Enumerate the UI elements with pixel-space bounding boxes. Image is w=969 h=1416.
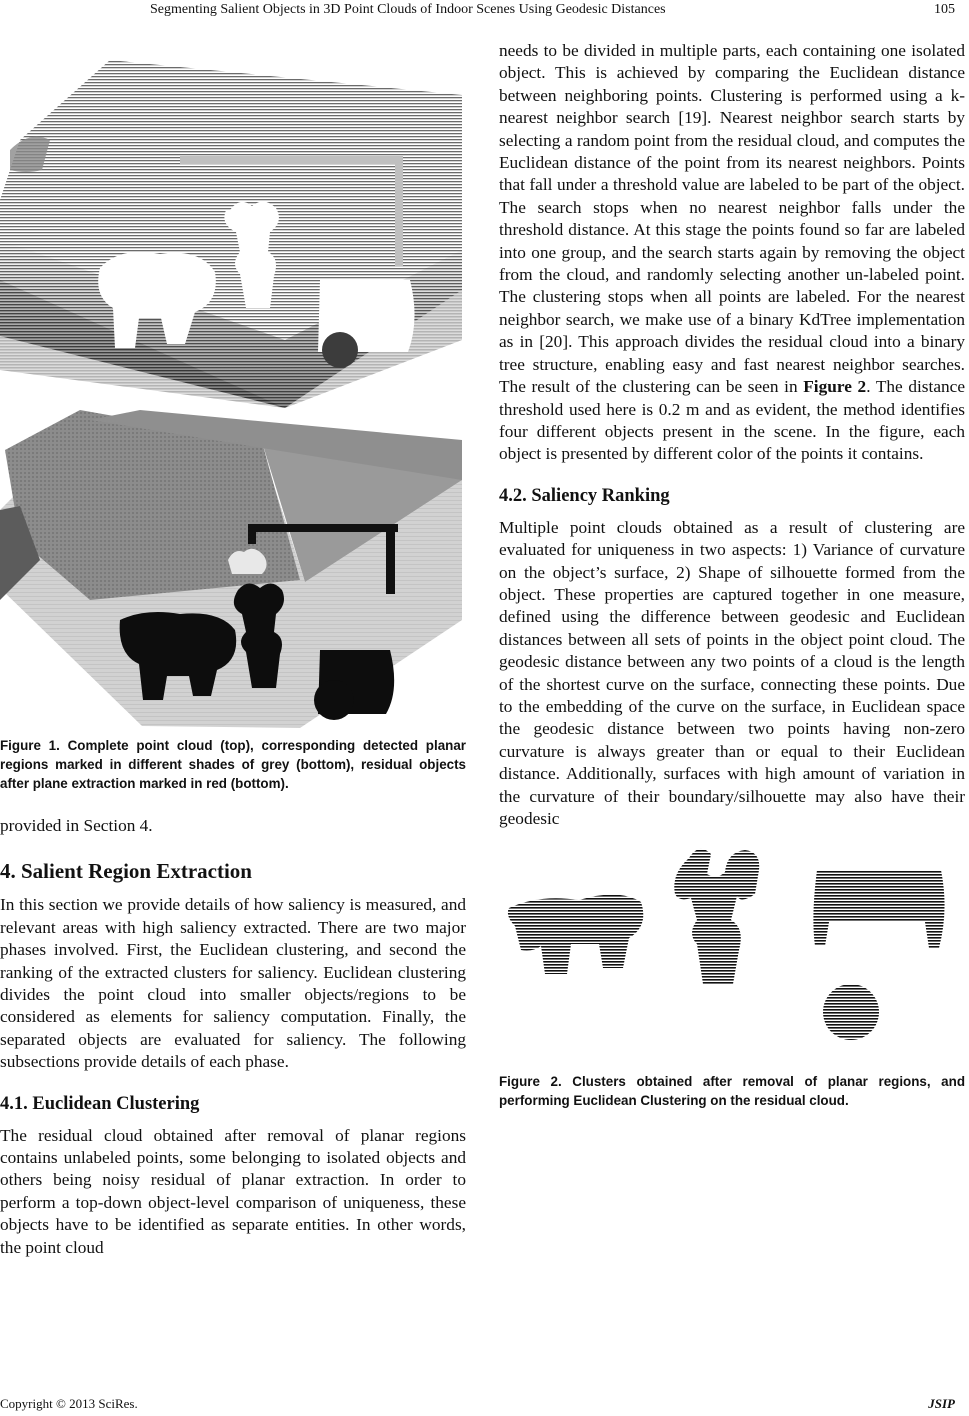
cluster-figure xyxy=(674,849,759,984)
figure1-bottom-planar-regions xyxy=(0,410,462,728)
figure-2-reference: Figure 2 xyxy=(803,377,867,397)
journal-name: JSIP xyxy=(928,1396,955,1411)
right-continued-paragraph xyxy=(499,40,965,466)
figure2-image xyxy=(499,838,965,1068)
page-number: 105 xyxy=(934,2,955,17)
figure1-caption: Figure 1. Complete point cloud (top), corresponding detected planar regions marked in different shades of grey (bottom), residual objects after plane extraction marked in red (bottom). xyxy=(0,738,466,791)
right-continued-text-b: . The distance threshold used here is 0.2 m and as evident, the method identifies four different objects present in the scene. In the figure, each object is presented by different color of the points it contains. xyxy=(499,377,965,464)
subsection-4-2-heading: 4.2. Saliency Ranking xyxy=(499,485,670,506)
figure2-caption: Figure 2. Clusters obtained after removal of planar regions, and performing Euclidean Clustering on the residual cloud. xyxy=(499,1074,965,1109)
cluster-box xyxy=(813,870,944,948)
left-column xyxy=(0,40,466,1259)
page-footer xyxy=(0,1396,969,1416)
subsection-4-1-heading: 4.1. Euclidean Clustering xyxy=(0,1093,200,1114)
cluster-ball xyxy=(823,984,879,1040)
left-continued-paragraph: provided in Section 4. xyxy=(0,816,153,835)
section-4-paragraph: In this section we provide details of how saliency is measured, and relevant areas with high saliency extracted. There are two major phases involved. First, the Euclidean clustering, and second the ranking of the extracted clusters for saliency. Euclidean clustering divides the point cloud into smaller objects/regions to be considered as elements for saliency computation. Finally, the separated objects are evaluated for saliency. The following subsections provide details of each phase. xyxy=(0,895,466,1072)
running-header xyxy=(0,0,969,30)
right-continued-text-a: needs to be divided in multiple parts, each containing one isolated object. This is achieved by comparing the Euclidean distance between neighboring points. Clustering is performed using a k-nearest neighbor search [19]. Nearest neighbor search starts by selecting a random point from the residual cloud, and computes the Euclidean distance of the point from its nearest neighbors. Points that fall under a threshold value are labeled to be part of the object. The search stops when no nearest neighbor falls under the threshold distance. At this stage the points found so far are labeled into one group, and the search starts again by removing the object from the cloud, and randomly selecting another un-labeled point. The clustering stops when all points are labeled. For the nearest neighbor search, we make use of a binary KdTree implementation as in [20]. This approach divides the residual cloud into a binary tree structure, enabling easy and fast nearest neighbor searches. The result of the clustering can be seen in xyxy=(499,41,965,397)
cluster-animal xyxy=(508,895,643,975)
subsection-4-1-paragraph: The residual cloud obtained after removal of planar regions contains unlabeled points, some belonging to isolated objects and others being noisy residual of planar extraction. In order to perform a top-down object-level comparison of uniqueness, these objects have to be identified as separate entities. In other words, the point cloud xyxy=(0,1125,466,1257)
right-column xyxy=(499,40,965,1110)
subsection-4-2-paragraph: Multiple point clouds obtained as a result of clustering are evaluated for uniqueness in two aspects: 1) Variance of curvature on the object’s surface, 2) Shape of silhouette formed from the object. These properties are captured together in one measure, defined using the difference between geodesic and Euclidean distances between all sets of points in the object point cloud. The geodesic distance between any two points of a cloud is the length of the shortest curve on the surface, connecting these points. Due to the embedding of the curve on the surface, in Euclidean space the geodesic distance between two points having non-zero curvature is always greater than or equal to their Euclidean distance. Additionally, surfaces with high amount of variation in the curvature of their boundary/silhouette may also have their geodesic xyxy=(499,517,965,828)
figure1-image xyxy=(0,40,466,730)
section-4-heading: 4. Salient Region Extraction xyxy=(0,859,252,884)
figure1-top-complete-cloud xyxy=(0,60,462,408)
running-title: Segmenting Salient Objects in 3D Point Clouds of Indoor Scenes Using Geodesic Distances xyxy=(150,2,666,17)
copyright-notice: Copyright © 2013 SciRes. xyxy=(0,1396,138,1411)
